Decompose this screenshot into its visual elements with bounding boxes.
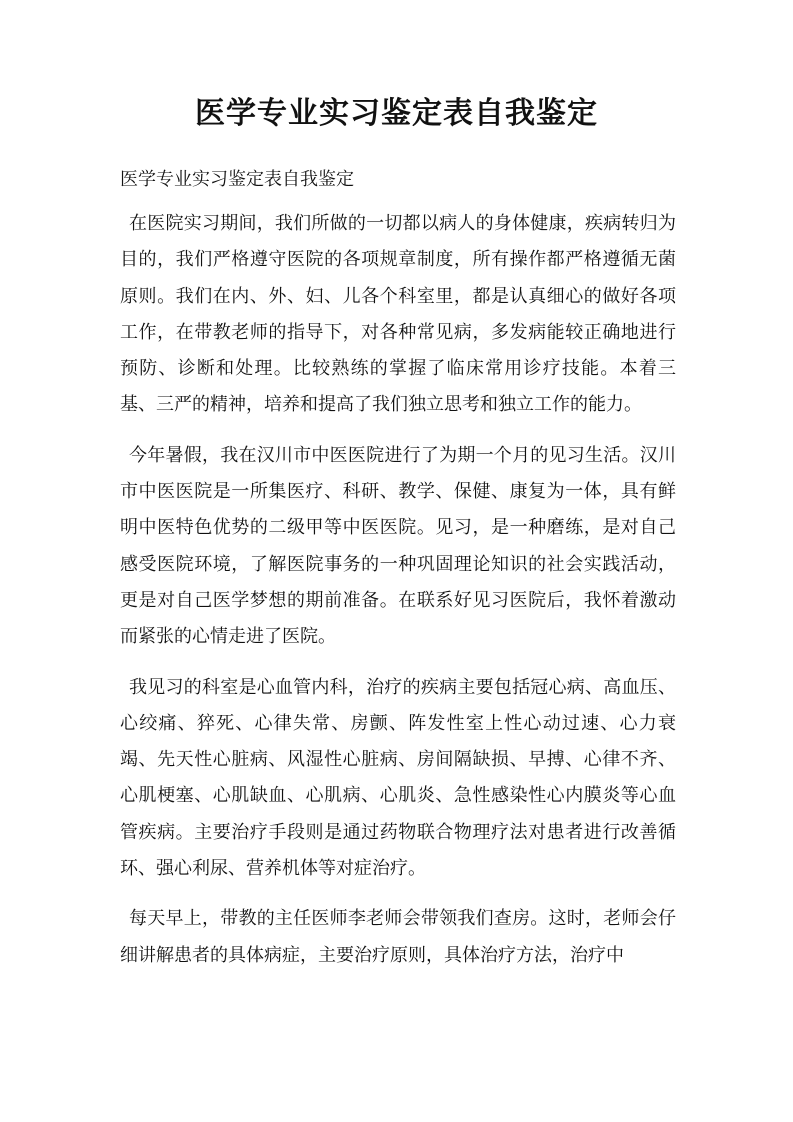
paragraph-morning-rounds: 每天早上，带教的主任医师李老师会带领我们查房。这时，老师会仔细讲解患者的具体病症，主要治疗原则，具体治疗方法，治疗中 [120, 908, 676, 966]
paragraph-internship-duties: 在医院实习期间，我们所做的一切都以病人的身体健康，疾病转归为目的，我们严格遵守医院的各项规章制度，所有操作都严格遵循无菌原则。我们在内、外、妇、儿各个科室里，都是认真细心的做好各项工作，在带教老师的指导下，对各种常见病，多发病能较正确地进行预防、诊断和处理。比较熟练的掌握了临床常用诊疗技能。本着三基、三严的精神，培养和提高了我们独立思考和独立工作的能力。 [120, 213, 676, 416]
paragraph-summer-observation: 今年暑假，我在汉川市中医医院进行了为期一个月的见习生活。汉川市中医医院是一所集医疗、科研、教学、保健、康复为一体，具有鲜明中医特色优势的二级甲等中医医院。见习，是一种磨练，是对自己感受医院环境，了解医院事务的一种巩固理论知识的社会实践活动，更是对自己医学梦想的期前准备。在联系好见习医院后，我怀着激动而紧张的心情走进了医院。 [120, 444, 676, 648]
document-title: 医学专业实习鉴定表自我鉴定 [195, 96, 598, 131]
paragraph-cardiology-department: 我见习的科室是心血管内科，治疗的疾病主要包括冠心病、高血压、心绞痛、猝死、心律失常、房颤、阵发性室上性心动过速、心力衰竭、先天性心脏病、风湿性心脏病、房间隔缺损、早搏、心律不齐、心肌梗塞、心肌缺血、心肌病、心肌炎、急性感染性心内膜炎等心血管疾病。主要治疗手段则是通过药物联合物理疗法对患者进行改善循环、强心利尿、营养机体等对症治疗。 [120, 676, 676, 880]
document-body [120, 162, 676, 988]
document-subtitle: 医学专业实习鉴定表自我鉴定 [120, 169, 354, 190]
